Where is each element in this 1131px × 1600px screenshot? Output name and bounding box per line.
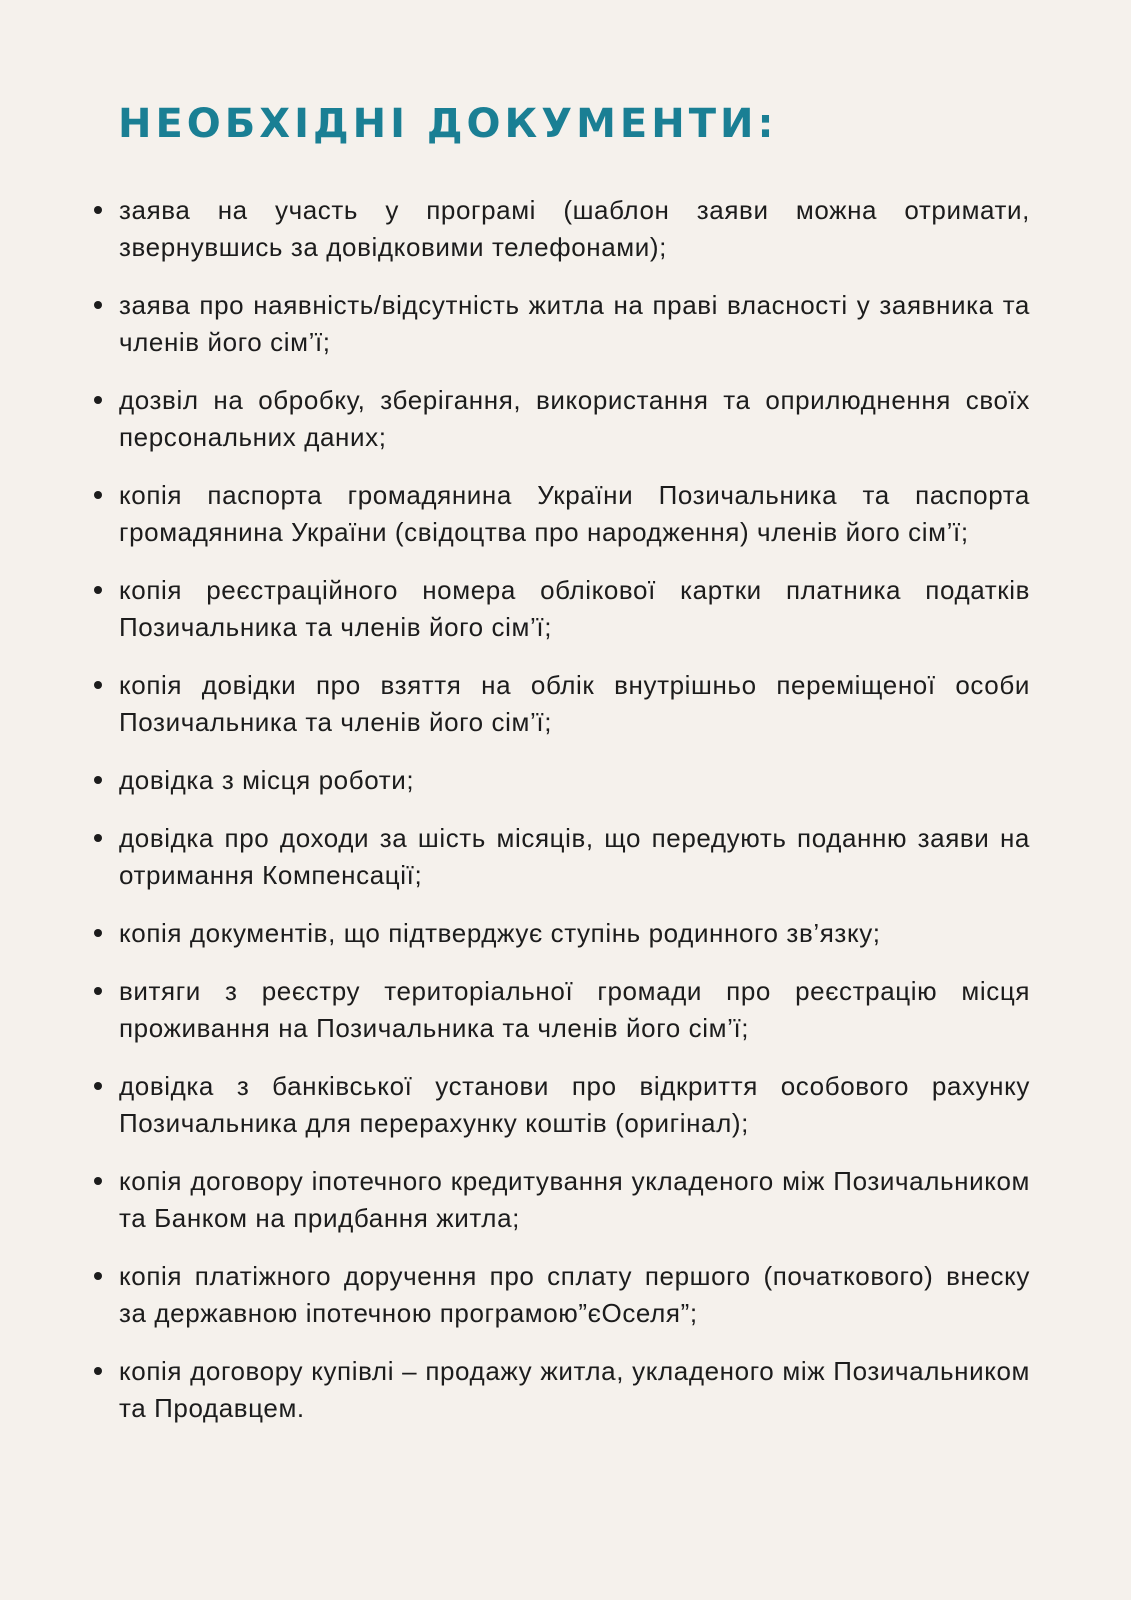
bullet-icon (94, 776, 102, 784)
list-item (90, 1353, 1030, 1427)
bullet-icon (94, 929, 102, 937)
list-item-text: копія документів, що підтверджує ступінь родинного зв’язку; (119, 918, 881, 948)
bullet-icon (94, 491, 102, 499)
list-item (90, 1163, 1030, 1237)
list-item-text: копія договору іпотечного кредитування укладеного між Позичальником та Банком на придбання житла; (119, 1166, 1030, 1233)
list-item-text: довідка з банківської установи про відкриття особового рахунку Позичальника для перерахунку коштів (оригінал); (119, 1071, 1030, 1138)
list-item-text: довідка про доходи за шість місяців, що передують поданню заяви на отримання Компенсації; (119, 823, 1030, 890)
bullet-icon (94, 1177, 102, 1185)
list-item (90, 820, 1030, 894)
list-item (90, 1068, 1030, 1142)
list-item-text: копія договору купівлі – продажу житла, укладеного між Позичальником та Продавцем. (119, 1356, 1030, 1423)
bullet-icon (94, 301, 102, 309)
list-item (90, 1258, 1030, 1332)
list-item (90, 667, 1030, 741)
list-item-text: копія реєстраційного номера облікової картки платника податків Позичальника та членів його сім’ї; (119, 575, 1030, 642)
bullet-icon (94, 586, 102, 594)
list-item (90, 973, 1030, 1047)
bullet-icon (94, 681, 102, 689)
list-item (90, 382, 1030, 456)
list-item-text: заява на участь у програмі (шаблон заяви можна отримати, звернувшись за довідковими телефонами); (119, 195, 1030, 262)
list-item (90, 477, 1030, 551)
bullet-icon (94, 1272, 102, 1280)
bullet-icon (94, 206, 102, 214)
list-item-text: довідка з місця роботи; (119, 765, 415, 795)
list-item-text: копія паспорта громадянина України Позичальника та паспорта громадянина України (свідоцтва про народження) членів його сім’ї; (119, 480, 1030, 547)
page-title: НЕОБХІДНІ ДОКУМЕНТИ: (118, 101, 778, 147)
list-item (90, 287, 1030, 361)
list-item-text: дозвіл на обробку, зберігання, використання та оприлюднення своїх персональних даних; (119, 385, 1030, 452)
required-documents-list (90, 192, 1030, 1448)
bullet-icon (94, 987, 102, 995)
list-item-text: копія довідки про взяття на облік внутрішньо переміщеної особи Позичальника та членів його сім’ї; (119, 670, 1030, 737)
list-item-text: копія платіжного доручення про сплату першого (початкового) внеску за державною іпотечною програмою”єОселя”; (119, 1261, 1030, 1328)
list-item (90, 192, 1030, 266)
list-item-text: витяги з реєстру територіальної громади про реєстрацію місця проживання на Позичальника та членів його сім’ї; (119, 976, 1030, 1043)
list-item (90, 762, 1030, 799)
bullet-icon (94, 1367, 102, 1375)
list-item-text: заява про наявність/відсутність житла на праві власності у заявника та членів його сім’ї; (119, 290, 1030, 357)
bullet-icon (94, 834, 102, 842)
bullet-icon (94, 396, 102, 404)
list-item (90, 915, 1030, 952)
list-item (90, 572, 1030, 646)
bullet-icon (94, 1082, 102, 1090)
